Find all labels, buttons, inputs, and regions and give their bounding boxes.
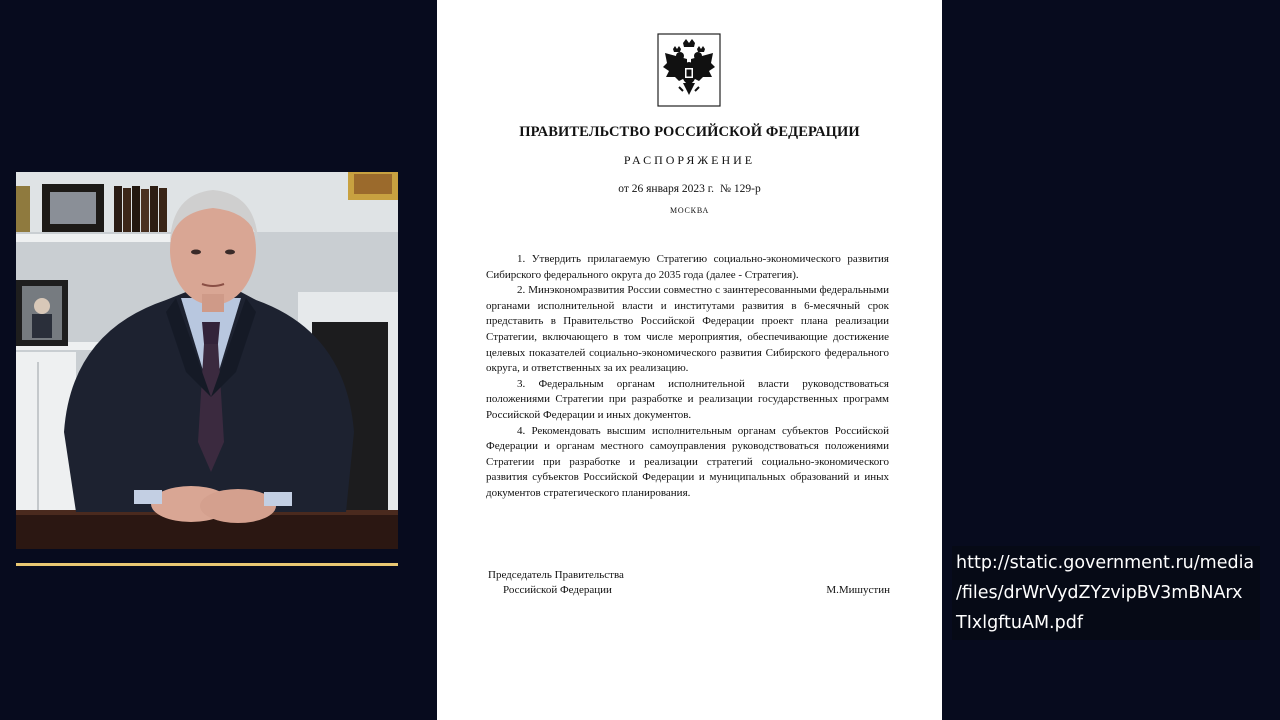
signature-block: [488, 568, 890, 599]
signatory-position-line2: Российской Федерации: [503, 584, 612, 597]
order-city: МОСКВА: [669, 206, 710, 215]
source-url-line2: /files/drWrVydZYzvipBV3mBNArx: [956, 583, 1243, 603]
order-date: от 26 января 2023 г.: [618, 183, 715, 195]
government-title: ПРАВИТЕЛЬСТВО РОССИЙСКОЙ ФЕДЕРАЦИИ: [519, 124, 860, 140]
accent-underline: [16, 563, 398, 566]
presenter-video: [16, 172, 398, 549]
government-order-document: [437, 0, 942, 720]
order-number: № 129-р: [720, 183, 761, 195]
source-url-line3: TIxlgftuAM.pdf: [956, 613, 1083, 633]
order-paragraph-4: 4. Рекомендовать высшим исполнительным органам субъектов Российской Федерации и органам местного самоуправления руководствоваться положениями Стратегии при разработке и реализации стратегий социально-экономического развития субъектов Российской Федерации и муниципальных образований и иных документов стратегического планирования.: [486, 424, 889, 499]
source-url-line1: http://static.government.ru/media: [956, 553, 1255, 573]
order-paragraph-2: 2. Минэкономразвития России совместно с заинтересованными федеральными органами исполнительной власти и институтами развития в 6-месячный срок представить в Правительство Российской Федерации проект плана реализации Стратегии, включающего в том числе мероприятия, обеспечивающие достижение целевых показателей социально-экономического развития Сибирского федерального округа, и ответственных за их реализацию.: [486, 284, 889, 375]
order-type: РАСПОРЯЖЕНИЕ: [623, 153, 756, 167]
order-paragraph-1: 1. Утвердить прилагаемую Стратегию социально-экономического развития Сибирского федерального округа до 2035 года (далее - Стратегия).: [486, 253, 889, 281]
double-headed-eagle-emblem-icon: [657, 33, 721, 107]
order-paragraph-3: 3. Федеральным органам исполнительной власти руководствоваться положениями Стратегии при разработке и реализации государственных программ Российской Федерации и иных документов.: [486, 377, 889, 421]
order-date-line: [437, 183, 942, 195]
source-url: [952, 546, 1260, 640]
order-body: [486, 252, 889, 502]
signatory-position-line1: Председатель Правительства: [488, 569, 624, 581]
signatory-name: М.Мишустин: [826, 584, 890, 597]
